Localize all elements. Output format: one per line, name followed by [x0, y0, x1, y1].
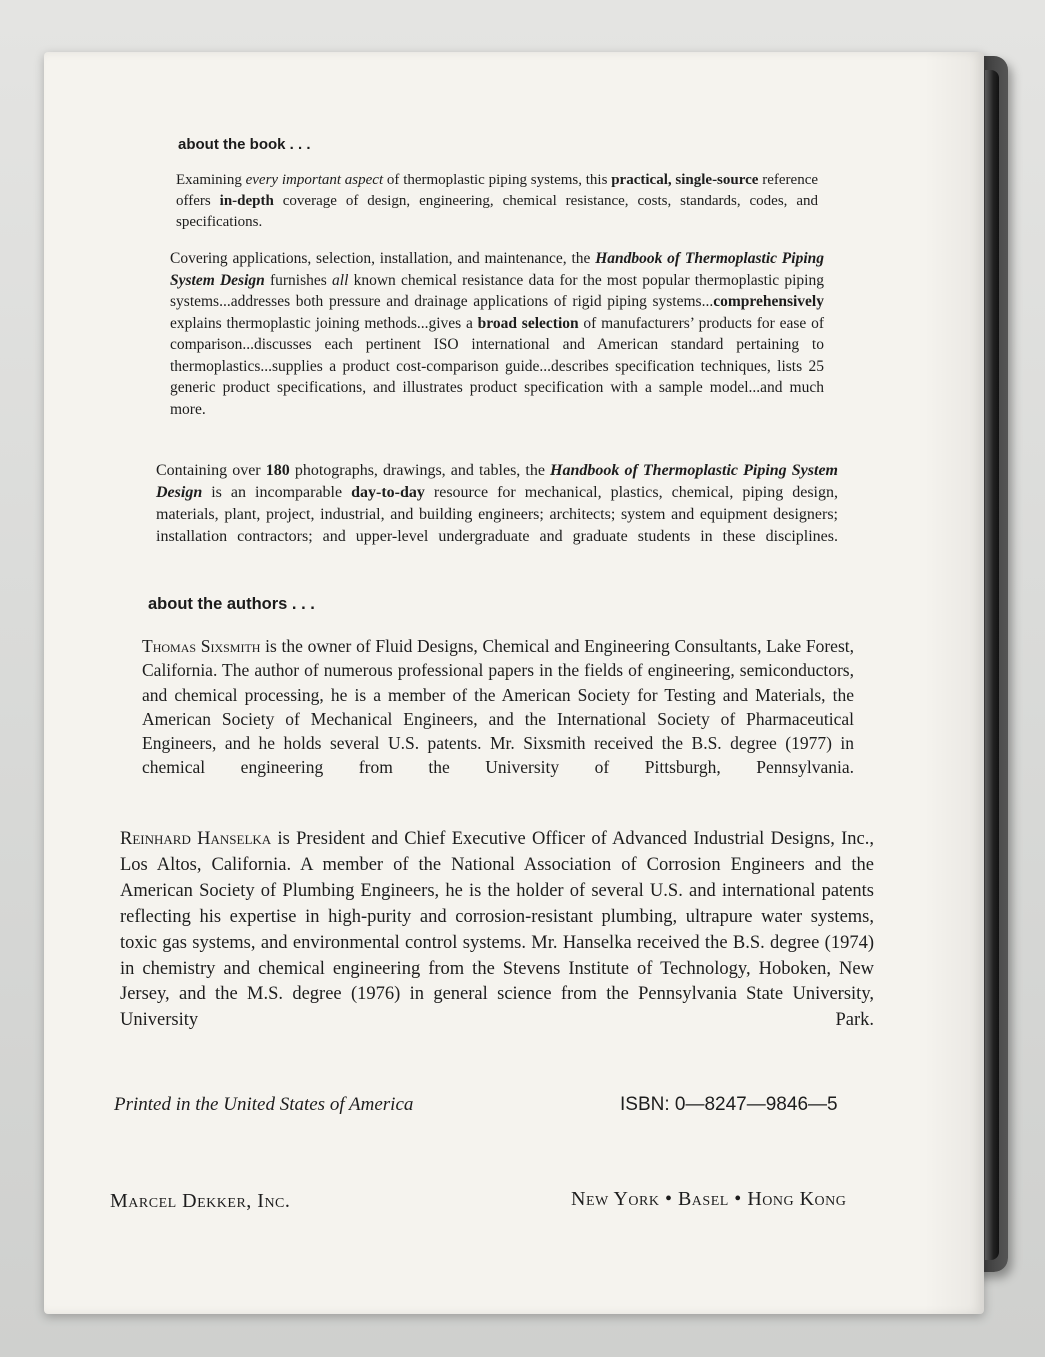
- about-book-paragraph-1: Examining every important aspect of thermoplastic piping systems, this practical, single-source reference offers in-depth coverage of design, engineering, chemical resistance, costs, standards, codes, and specifications.: [176, 172, 819, 230]
- printed-in-usa: Printed in the United States of America: [114, 1094, 414, 1115]
- book-spine-edge: [985, 70, 999, 1260]
- about-book-heading: about the book . . .: [178, 136, 311, 153]
- about-book-paragraph-3: Containing over 180 photographs, drawings, and tables, the Handbook of Thermoplastic Piping System Design is an incomparable day-to-day resource for mechanical, plastics, chemical, piping design, materials, plant, project, industrial, and building engineers; architects; system and equipment designers; installation contractors; and upper-level undergraduate and graduate students in these disciplines.: [156, 462, 839, 545]
- publisher-locations: New York • Basel • Hong Kong: [571, 1188, 847, 1210]
- isbn: ISBN: 0—8247—9846—5: [620, 1094, 838, 1115]
- author-sixsmith-name: Thomas Sixsmith: [142, 636, 261, 656]
- author-sixsmith-bio: Thomas Sixsmith is the owner of Fluid Designs, Chemical and Engineering Consultants, Lake Forest, California. The author of numerous professional papers in the fields of engineering, semiconductors, and chemical processing, he is a member of the American Society for Testing and Materials, the American Society of Mechanical Engineers, and the International Society of Pharmaceutical Engineers, and he holds several U.S. patents. Mr. Sixsmith received the B.S. degree (1977) in chemical engineering from the University of Pittsburgh, Pennsylvania.: [142, 636, 854, 778]
- author-hanselka-bio: Reinhard Hanselka is President and Chief Executive Officer of Advanced Industrial Designs, Inc., Los Altos, California. A member of the National Association of Corrosion Engineers and the American Society of Plumbing Engineers, he is the holder of several U.S. and international patents reflecting his expertise in high-purity and corrosion-resistant plumbing, ultrapure water systems, toxic gas systems, and environmental control systems. Mr. Hanselka received the B.S. degree (1974) in chemistry and chemical engineering from the Stevens Institute of Technology, Hoboken, New Jersey, and the M.S. degree (1976) in general science from the Pennsylvania State University, University Park.: [120, 829, 874, 1031]
- publisher-name: Marcel Dekker, Inc.: [110, 1190, 291, 1212]
- about-book-paragraph-2: Covering applications, selection, installation, and maintenance, the Handbook of Thermoplastic Piping System Design furnishes all known chemical resistance data for the most popular thermoplastic piping systems...addresses both pressure and drainage applications of rigid piping systems...comprehensively explains thermoplastic joining methods...gives a broad selection of manufacturers’ products for ease of comparison...discusses each pertinent ISO international and American standard pertaining to thermoplastics...supplies a product cost-comparison guide...describes specification techniques, lists 25 generic product specifications, and illustrates product specification with a sample model...and much more.: [170, 250, 825, 418]
- author-hanselka-name: Reinhard Hanselka: [120, 829, 272, 849]
- about-authors-heading: about the authors . . .: [148, 595, 315, 613]
- back-cover: [44, 52, 984, 1314]
